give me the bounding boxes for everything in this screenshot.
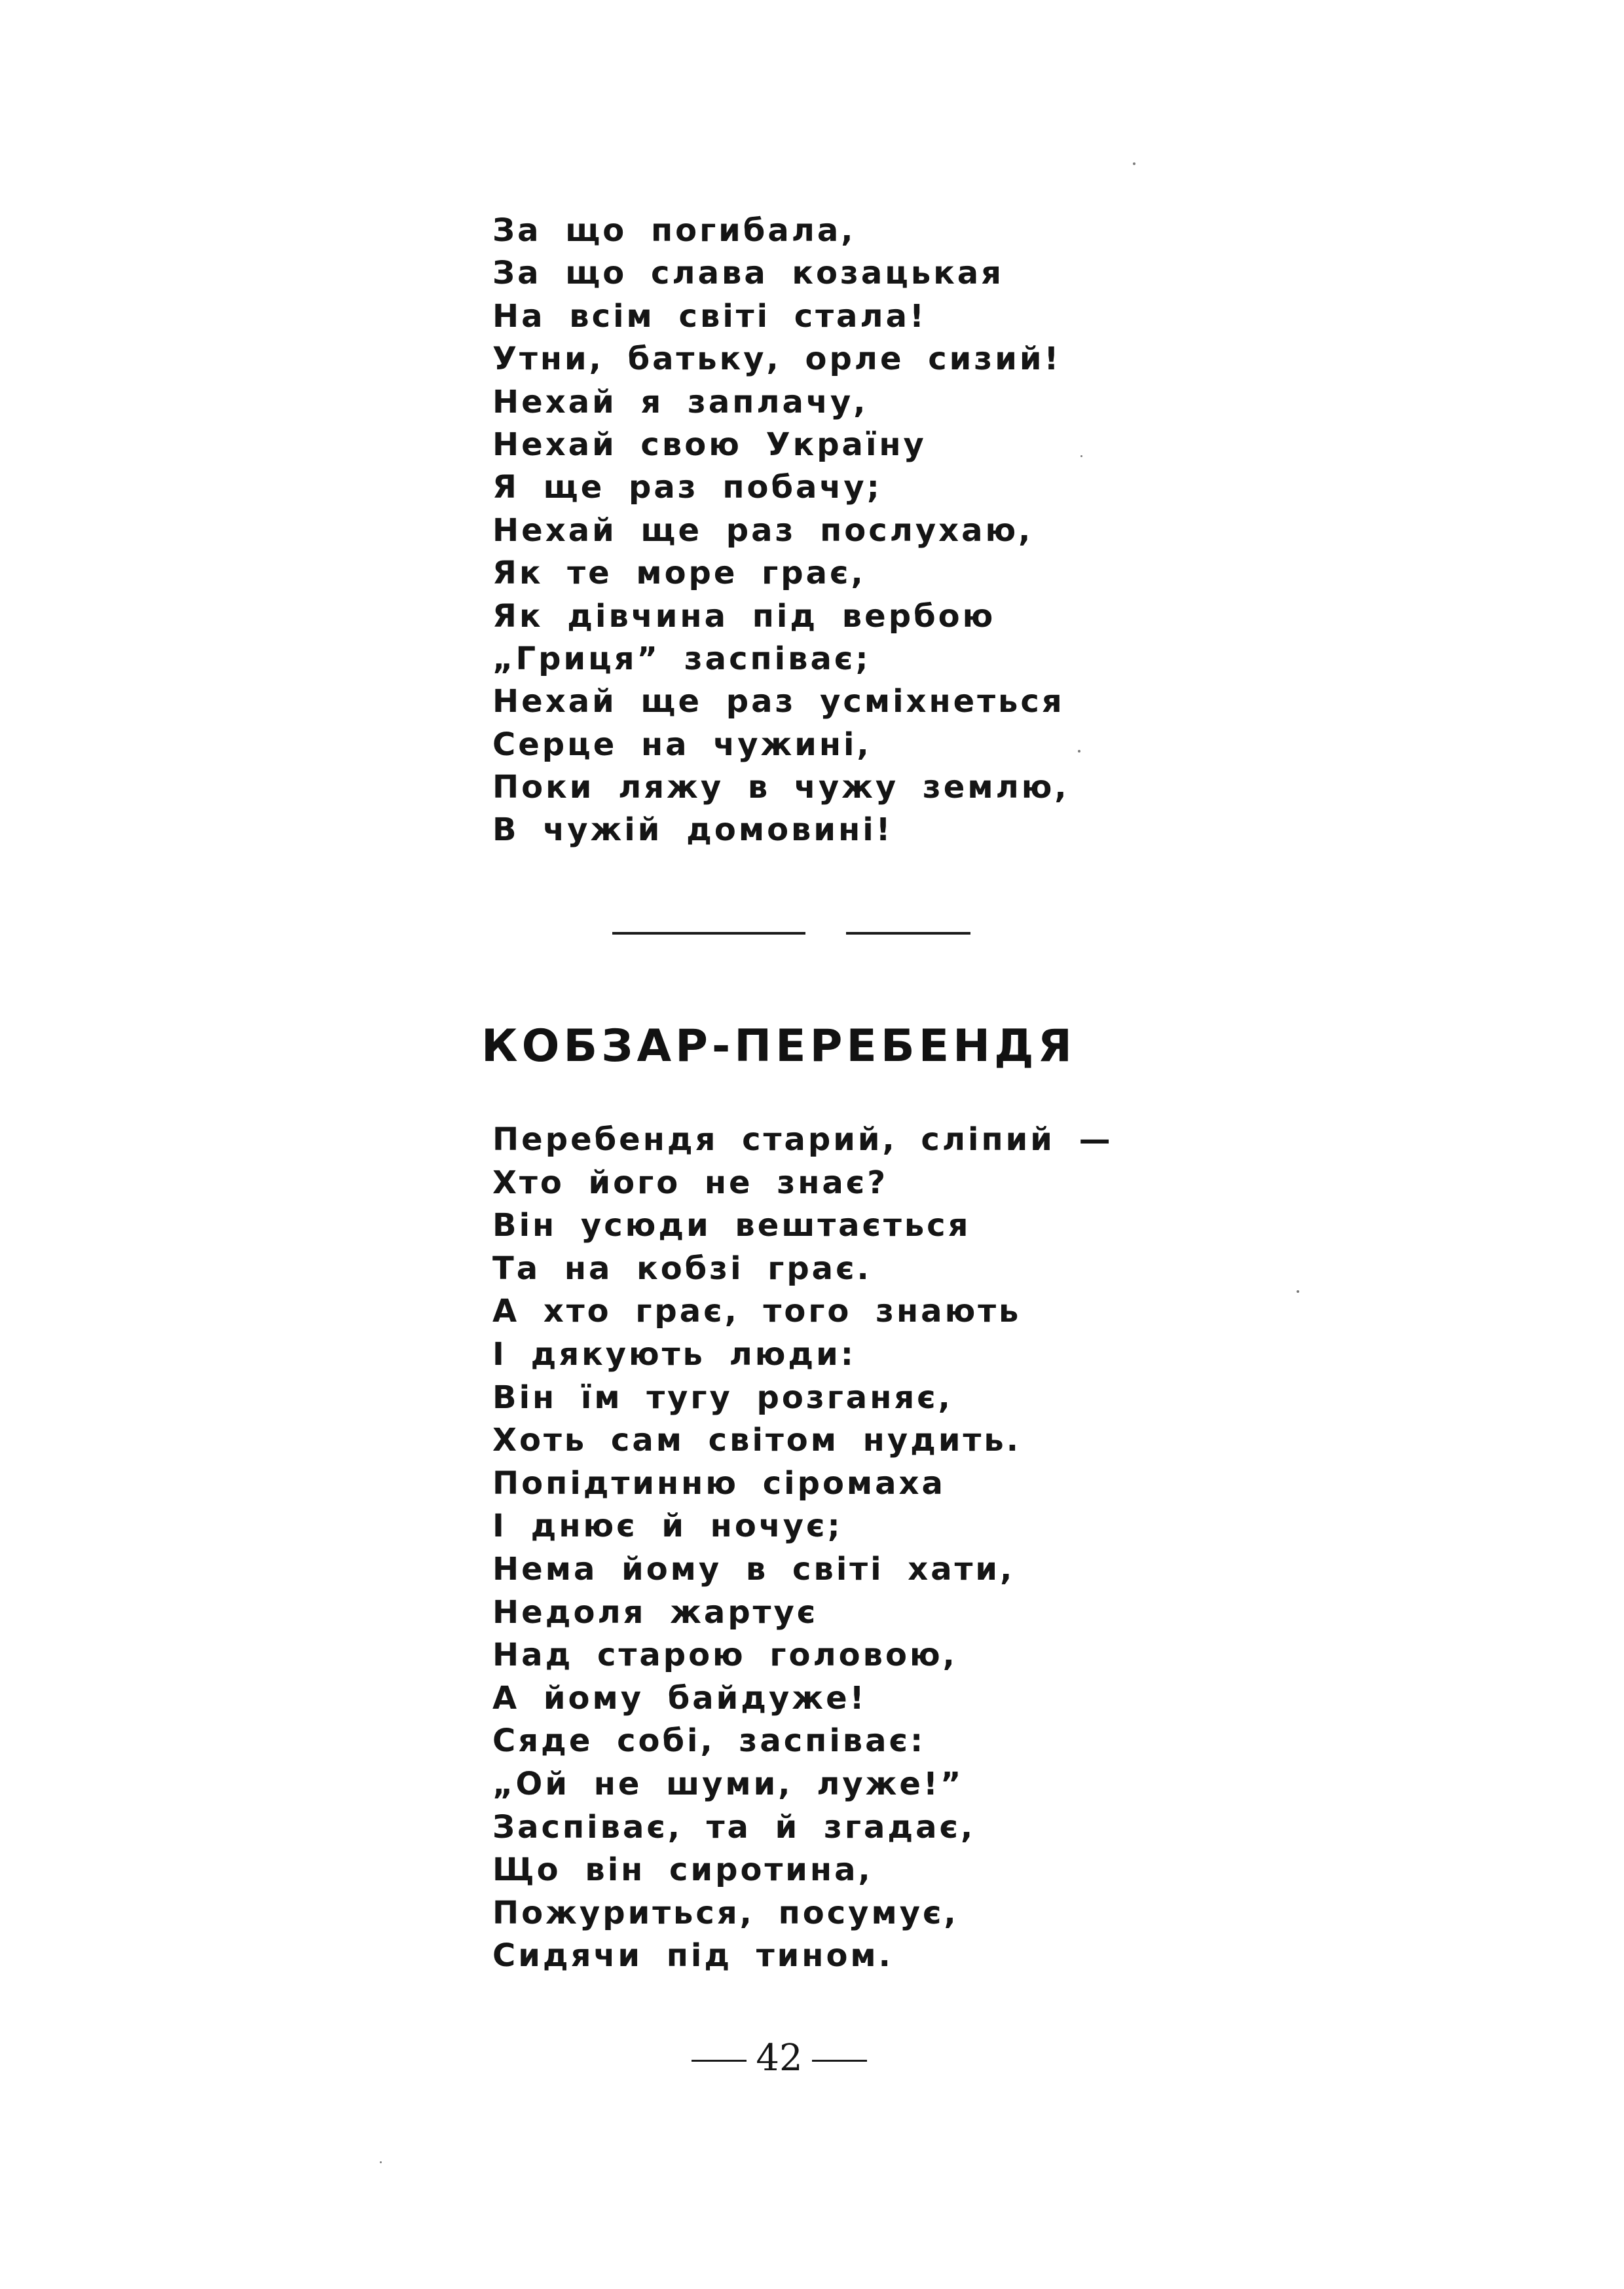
poem-line: Нехай я заплачу, <box>492 383 868 420</box>
poem-line: Пожуриться, посумує, <box>492 1894 959 1931</box>
poem-line: Недоля жартує <box>492 1593 819 1631</box>
poem-line: Та на кобзі грає. <box>492 1250 872 1287</box>
print-speck <box>1297 1290 1299 1293</box>
poem-stanza-bottom <box>492 1119 1113 1978</box>
poem-line: І дякують люди: <box>492 1335 856 1373</box>
poem-line: „Ой не шуми, луже!” <box>492 1765 964 1802</box>
poem-line: Він їм тугу розганяє, <box>492 1379 953 1416</box>
print-speck <box>1133 162 1135 165</box>
poem-line: Сидячи під тином. <box>492 1937 893 1975</box>
section-divider-left <box>612 932 805 935</box>
poem-line: А хто грає, того знають <box>492 1293 1022 1330</box>
poem-line: Попідтинню сіромаха <box>492 1464 946 1502</box>
poem-title: КОБЗАР-ПЕРЕБЕНДЯ <box>481 1020 1076 1072</box>
poem-line: Поки ляжу в чужу землю, <box>492 769 1069 806</box>
poem-line: Хто його не знає? <box>492 1164 889 1201</box>
poem-line: Сяде собі, заспіває: <box>492 1722 926 1760</box>
print-speck <box>380 2161 382 2163</box>
poem-line: Серце на чужині, <box>492 726 872 763</box>
section-divider-right <box>846 932 970 935</box>
poem-line: За що слава козацькая <box>492 255 1004 292</box>
page-number-dash-right <box>812 2060 867 2062</box>
poem-line: За що погибала, <box>492 212 856 249</box>
poem-line: Хоть сам світом нудить. <box>492 1422 1021 1459</box>
poem-line: Нехай ще раз послухаю, <box>492 512 1033 549</box>
poem-stanza-top <box>492 210 1069 852</box>
page-number <box>681 2037 877 2079</box>
poem-line: В чужій домовині! <box>492 811 893 849</box>
poem-line: Я ще раз побачу; <box>492 469 882 506</box>
poem-line: На всім світі стала! <box>492 297 927 335</box>
poem-line: І днює й ночує; <box>492 1508 843 1545</box>
poem-line: Нехай свою Україну <box>492 426 927 463</box>
print-speck <box>1080 455 1082 457</box>
poem-line: „Гриця” заспіває; <box>492 640 871 677</box>
poem-line: Заспіває, та й згадає, <box>492 1808 976 1846</box>
poem-line: А йому байдуже! <box>492 1679 867 1717</box>
poem-line: Утни, батьку, орле сизий! <box>492 341 1061 378</box>
poem-line: Нема йому в світі хати, <box>492 1550 1015 1588</box>
poem-line: Як те море грає, <box>492 555 866 592</box>
poem-line: Як дівчина під вербою <box>492 597 996 635</box>
poem-line: Перебендя старий, сліпий — <box>492 1121 1113 1158</box>
poem-line: Він усюди вештається <box>492 1207 971 1244</box>
page-number-dash-left <box>692 2060 747 2062</box>
poem-line: Нехай ще раз усміхнеться <box>492 683 1065 720</box>
poem-line: Над старою головою, <box>492 1637 957 1674</box>
poem-line: Що він сиротина, <box>492 1852 873 1889</box>
print-speck <box>1078 750 1080 753</box>
page-number-value: 42 <box>756 2037 803 2079</box>
